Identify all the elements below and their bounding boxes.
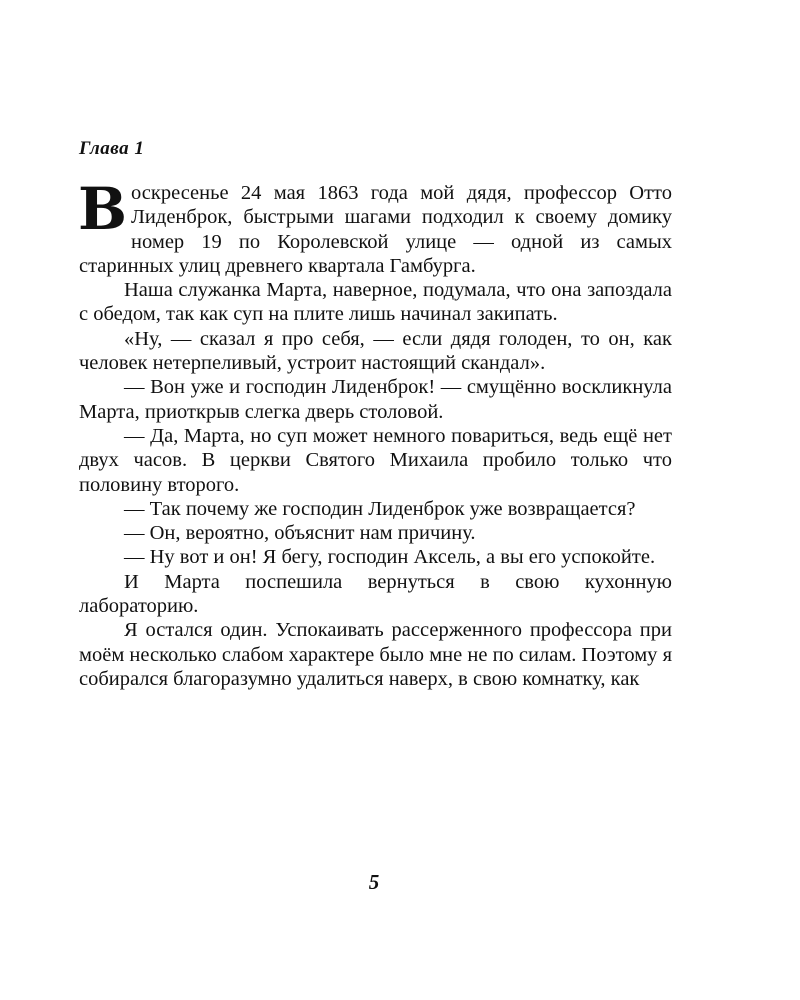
paragraph-4: — Вон уже и господин Лиденброк! — смущённо воскликнула Марта, приоткрыв слегка дверь столовой. xyxy=(79,376,672,423)
paragraph-2: Наша служанка Марта, наверное, подумала, что она запоздала с обедом, так как суп на плите лишь начинал закипать. xyxy=(79,279,672,326)
paragraph-1 xyxy=(78,175,672,278)
paragraph-6: — Так почему же господин Лиденброк уже возвращается? xyxy=(124,497,636,520)
paragraph-10: Я остался один. Успокаивать рассерженного профессора при моём несколько слабом характере было мне не по силам. Поэтому я собирался благоразумно удалиться наверх, в свою комнатку, как xyxy=(79,619,672,690)
paragraph-7: — Он, вероятно, объяснит нам причину. xyxy=(124,522,476,545)
paragraph-5: — Да, Марта, но суп может немного повариться, ведь ещё нет двух часов. В церкви Святого Михаила пробило только что половину второго. xyxy=(79,424,672,496)
paragraph-8: — Ну вот и он! Я бегу, господин Аксель, а вы его успокойте. xyxy=(124,546,656,569)
page-number: 5 xyxy=(368,870,380,894)
body-text xyxy=(78,175,672,691)
paragraph-1-text: оскресенье 24 мая 1863 года мой дядя, профессор Отто Лиденброк, быстрыми шагами подходил к своему домику номер 19 по Королевской улице — одной из самых старинных улиц древнего квартала Гамбурга. xyxy=(79,182,672,277)
drop-cap: В xyxy=(78,175,128,243)
paragraph-9: И Марта поспешила вернуться в свою кухонную лабораторию. xyxy=(79,570,672,618)
chapter-heading: Глава 1 xyxy=(79,138,145,159)
paragraph-3: «Ну, — сказал я про себя, — если дядя голоден, то он, как человек нетерпеливый, устроит настоящий скандал». xyxy=(79,327,672,375)
